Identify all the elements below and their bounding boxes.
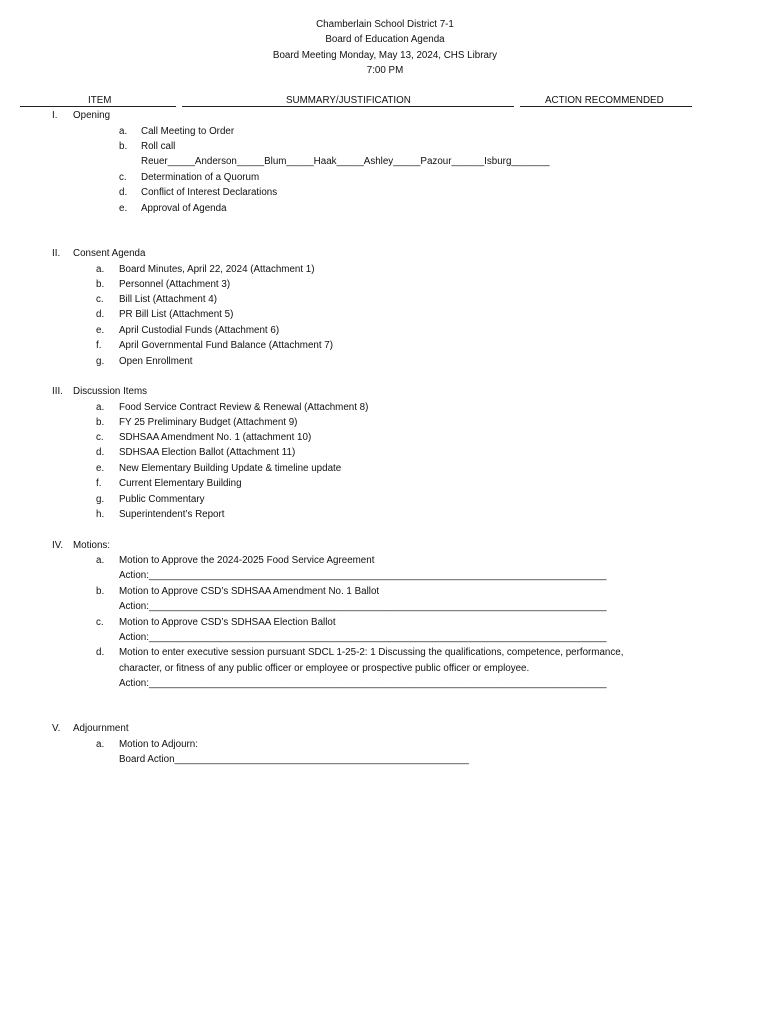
item-text: Roll call xyxy=(141,141,176,152)
item-letter: a. xyxy=(96,402,105,413)
section-number: V. xyxy=(52,723,61,734)
item-letter: f. xyxy=(96,478,102,489)
item-text: Approval of Agenda xyxy=(141,203,227,214)
motion-text: Motion to enter executive session pursuant SDCL 1-25-2: 1 Discussing the qualifications, competence, performance, xyxy=(119,647,624,658)
district-name: Chamberlain School District 7-1 xyxy=(316,19,454,30)
item-letter: d. xyxy=(96,309,105,320)
section-title-adjournment: Adjournment xyxy=(73,723,129,734)
column-summary: SUMMARY/JUSTIFICATION xyxy=(286,95,411,106)
motion-text: Motion to Adjourn: xyxy=(119,739,198,750)
item-letter: a. xyxy=(96,739,105,750)
item-letter: b. xyxy=(96,417,105,428)
section-title-discussion: Discussion Items xyxy=(73,386,148,397)
agenda-title: Board of Education Agenda xyxy=(325,34,445,45)
action-line: Action:____________________________________________________________________________________ xyxy=(119,570,607,581)
item-text: April Custodial Funds (Attachment 6) xyxy=(119,325,280,336)
roll-call-names: Reuer_____Anderson_____Blum_____Haak_____Ashley_____Pazour______Isburg_______ xyxy=(141,156,550,167)
item-text: FY 25 Preliminary Budget (Attachment 9) xyxy=(119,417,298,428)
item-text: Personnel (Attachment 3) xyxy=(119,279,231,290)
item-text: PR Bill List (Attachment 5) xyxy=(119,309,234,320)
board-action-line: Board Action______________________________________________________ xyxy=(119,754,469,765)
item-letter: a. xyxy=(96,264,105,275)
item-text: SDHSAA Amendment No. 1 (attachment 10) xyxy=(119,432,312,443)
item-text: Public Commentary xyxy=(119,494,205,505)
item-text: Food Service Contract Review & Renewal (Attachment 8) xyxy=(119,402,369,413)
item-letter: b. xyxy=(96,279,105,290)
motion-text-continued: character, or fitness of any public officer or employee or prospective public officer or employee. xyxy=(119,663,530,674)
meeting-time: 7:00 PM xyxy=(366,65,404,76)
item-text: April Governmental Fund Balance (Attachment 7) xyxy=(119,340,334,351)
item-letter: g. xyxy=(96,494,105,505)
column-item: ITEM xyxy=(88,95,112,106)
item-letter: b. xyxy=(96,586,105,597)
item-text: Superintendent’s Report xyxy=(119,509,225,520)
section-number: II. xyxy=(52,248,61,259)
item-text: Current Elementary Building xyxy=(119,478,242,489)
section-number: I. xyxy=(52,110,58,121)
action-line: Action:____________________________________________________________________________________ xyxy=(119,601,607,612)
item-letter: d. xyxy=(96,647,105,658)
item-letter: d. xyxy=(119,187,128,198)
item-letter: e. xyxy=(119,203,128,214)
item-text: New Elementary Building Update & timeline update xyxy=(119,463,342,474)
meeting-info: Board Meeting Monday, May 13, 2024, CHS Library xyxy=(272,50,498,61)
item-letter: a. xyxy=(96,555,105,566)
item-text: Conflict of Interest Declarations xyxy=(141,187,278,198)
item-letter: g. xyxy=(96,356,105,367)
item-letter: e. xyxy=(96,463,105,474)
action-line: Action:____________________________________________________________________________________ xyxy=(119,632,607,643)
section-title-opening: Opening xyxy=(73,110,111,121)
section-title-motions: Motions: xyxy=(73,540,111,551)
item-letter: c. xyxy=(119,172,127,183)
header-divider-gap xyxy=(176,104,182,108)
item-text: Board Minutes, April 22, 2024 (Attachment 1) xyxy=(119,264,315,275)
header-divider xyxy=(20,106,692,107)
item-text: SDHSAA Election Ballot (Attachment 11) xyxy=(119,447,296,458)
column-action: ACTION RECOMMENDED xyxy=(545,95,664,106)
item-text: Determination of a Quorum xyxy=(141,172,260,183)
item-letter: c. xyxy=(96,294,104,305)
motion-text: Motion to Approve CSD’s SDHSAA Amendment No. 1 Ballot xyxy=(119,586,380,597)
motion-text: Motion to Approve CSD’s SDHSAA Election Ballot xyxy=(119,617,336,628)
section-number: IV. xyxy=(52,540,64,551)
item-letter: d. xyxy=(96,447,105,458)
item-text: Open Enrollment xyxy=(119,356,193,367)
section-title-consent: Consent Agenda xyxy=(73,248,146,259)
item-letter: a. xyxy=(119,126,128,137)
item-letter: f. xyxy=(96,340,102,351)
motion-text: Motion to Approve the 2024-2025 Food Service Agreement xyxy=(119,555,375,566)
item-letter: c. xyxy=(96,432,104,443)
header-divider-gap xyxy=(514,104,520,108)
item-letter: e. xyxy=(96,325,105,336)
item-letter: b. xyxy=(119,141,128,152)
item-letter: h. xyxy=(96,509,105,520)
item-letter: c. xyxy=(96,617,104,628)
action-line: Action:____________________________________________________________________________________ xyxy=(119,678,607,689)
item-text: Bill List (Attachment 4) xyxy=(119,294,218,305)
section-number: III. xyxy=(52,386,63,397)
item-text: Call Meeting to Order xyxy=(141,126,235,137)
